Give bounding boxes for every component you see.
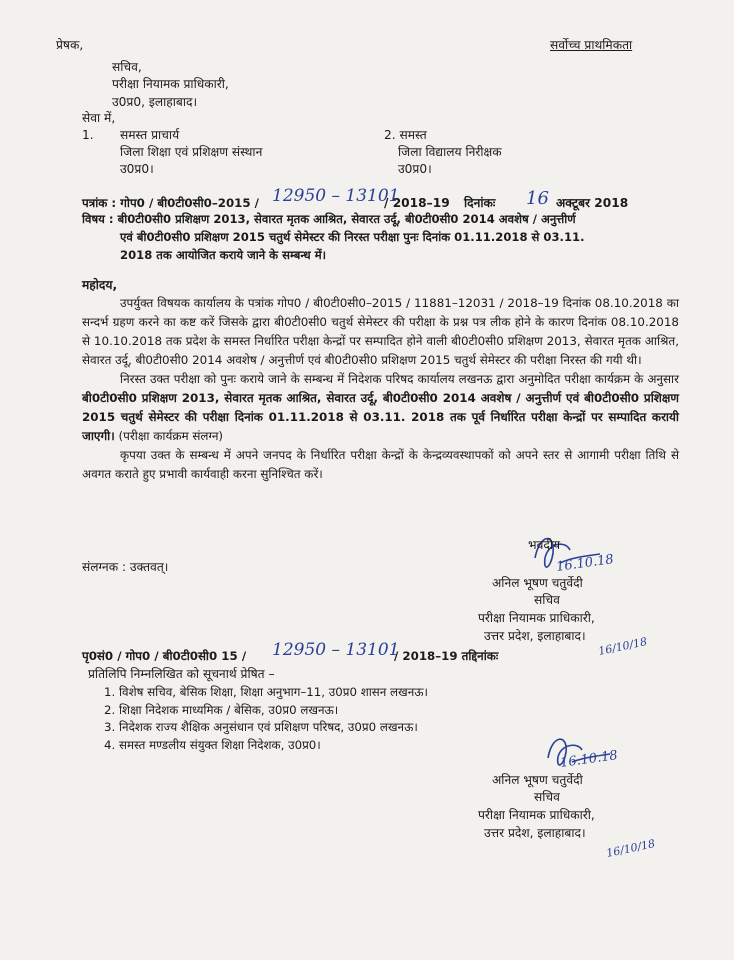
signature-1-title: सचिव [534,593,560,607]
copy-item: 2. शिक्षा निदेशक माध्यमिक / बेसिक, उ0प्र0 लखनऊ। [104,703,339,717]
signature-1-name: अनिल भूषण चतुर्वेदी [492,576,583,590]
body-text [82,294,679,484]
paragraph-2-end: (परीक्षा कार्यक्रम संलग्न) [114,429,224,443]
reference-date-label: दिनांकः [464,196,496,210]
from-line-3: उ0प्र0, इलाहाबाद। [112,95,198,109]
signature-2-initial-date: 16/10/18 [605,837,657,860]
signature-2-title: सचिव [534,790,560,804]
to-2-line-3: उ0प्र0। [398,162,432,176]
paragraph-2-bold: बी0टी0सी0 प्रशिक्षण 2013, सेवारत मृतक आश्रित, सेवारत उर्दू, बी0टी0सी0 2014 अवशेष / अनुत्तीर्ण एवं बी0टी0सी0 प्रशिक्षण 2015 चतुर्थ सेमेस्टर की परीक्षा दिनांक 01.11.2018 से 03.11. 2018 तक पूर्व निर्धारित परीक्षा केन्द्रों पर सम्पादित करायी जाएगी। [82,391,679,443]
reference-handwritten-number: 12950 – 13101 [272,186,400,206]
paragraph-3: कृपया उक्त के सम्बन्ध में अपने जनपद के निर्धारित परीक्षा केन्द्रों के केन्द्रव्यवस्थापकों को अपने स्तर से आगामी परीक्षा तिथि से अवगत कराते हुए प्रभावी कार्यवाही करना सुनिश्चित करें। [82,448,679,481]
paragraph-1: उपर्युक्त विषयक कार्यालय के पत्रांक गोप0 / बी0टी0सी0–2015 / 11881–12031 / 2018–19 दिनांक 08.10.2018 का सन्दर्भ ग्रहण करने का कष्ट करें जिसके द्वारा बी0टी0सी0 चतुर्थ सेमेस्टर की परीक्षा के प्रश्न पत्र लीक होने के कारण दिनांक 08.10.2018 से 10.10.2018 तक प्रदेश के समस्त निर्धारित परीक्षा केन्द्रों पर सम्पादित होने वाली बी0टी0सी0 प्रशिक्षण 2013, सेवारत मृतक आश्रित, सेवारत उर्दू, बी0टी0सी0 2014 अवशेष / अनुत्तीर्ण एवं बी0टी0सी0 प्रशिक्षण 2015 चतुर्थ सेमेस्टर की परीक्षा निरस्त की गयी थी। [82,296,679,367]
subject-line-1: विषय : बी0टी0सी0 प्रशिक्षण 2013, सेवारत मृतक आश्रित, सेवारत उर्दू, बी0टी0सी0 2014 अवशेष / अनुत्तीर्ण [82,212,576,226]
from-line-1: सचिव, [112,60,142,74]
reference-prefix: पत्रांक : गोप0 / बी0टी0सी0–2015 / [82,196,259,210]
to-1-line-3: उ0प्र0। [120,162,154,176]
endorsement-suffix: / 2018–19 तद्दिनांकः [394,649,499,663]
enclosure: संलग्नक : उक्तवत्। [82,560,169,574]
reference-date-month: अक्टूबर 2018 [556,196,629,210]
to-2-line-1: 2. समस्त [384,128,427,142]
from-line-2: परीक्षा नियामक प्राधिकारी, [112,77,229,91]
paragraph-2 [82,370,679,446]
copy-item: 1. विशेष सचिव, बेसिक शिक्षा, शिक्षा अनुभाग–11, उ0प्र0 शासन लखनऊ। [104,685,428,699]
reference-suffix: / 2018–19 [384,196,450,210]
signature-1-initial-date: 16/10/18 [597,635,649,658]
signature-2-org: परीक्षा नियामक प्राधिकारी, [478,808,595,822]
to-label: सेवा में, [82,111,116,125]
to-2-line-2: जिला विद्यालय निरीक्षक [398,145,502,159]
signature-1-org: परीक्षा नियामक प्राधिकारी, [478,611,595,625]
copy-line: प्रतिलिपि निम्नलिखित को सूचनार्थ प्रेषित – [88,667,275,681]
signature-1-closing: भवदीय [528,538,561,552]
signature-1-handwritten-date: 16.10.18 [555,552,615,575]
subject-line-3: 2018 तक आयोजित कराये जाने के सम्बन्ध में। [120,248,327,262]
to-1-line-1: समस्त प्राचार्य [120,128,180,142]
paragraph-2-start: निरस्त उक्त परीक्षा को पुनः कराये जाने के सम्बन्ध में निदेशक परिषद कार्यालय लखनऊ द्वारा अनुमोदित परीक्षा कार्यक्रम के अनुसार [120,372,679,386]
subject-line-2: एवं बी0टी0सी0 प्रशिक्षण 2015 चतुर्थ सेमेस्टर की निरस्त परीक्षा पुनः दिनांक 01.11.2018 से 03.11. [120,230,585,244]
signature-2-name: अनिल भूषण चतुर्वेदी [492,773,583,787]
to-1-number: 1. [82,128,94,142]
copy-item: 4. समस्त मण्डलीय संयुक्त शिक्षा निदेशक, उ0प्र0। [104,738,321,752]
copy-item: 3. निदेशक राज्य शैक्षिक अनुसंधान एवं प्रशिक्षण परिषद, उ0प्र0 लखनऊ। [104,720,418,734]
sender-label: प्रेषक, [56,38,84,52]
salutation: महोदय, [82,278,118,292]
signature-2-handwritten-date: 16.10.18 [559,748,619,771]
endorsement-handwritten-number: 12950 – 13101 [272,640,400,660]
signature-1-place: उत्तर प्रदेश, इलाहाबाद। [484,629,586,643]
endorsement-prefix: पृ0सं0 / गोप0 / बी0टी0सी0 15 / [82,649,247,663]
signature-2-place: उत्तर प्रदेश, इलाहाबाद। [484,826,586,840]
reference-date-day: 16 [526,188,549,209]
priority-label: सर्वोच्च प्राथमिकता [550,38,633,52]
to-1-line-2: जिला शिक्षा एवं प्रशिक्षण संस्थान [120,145,263,159]
